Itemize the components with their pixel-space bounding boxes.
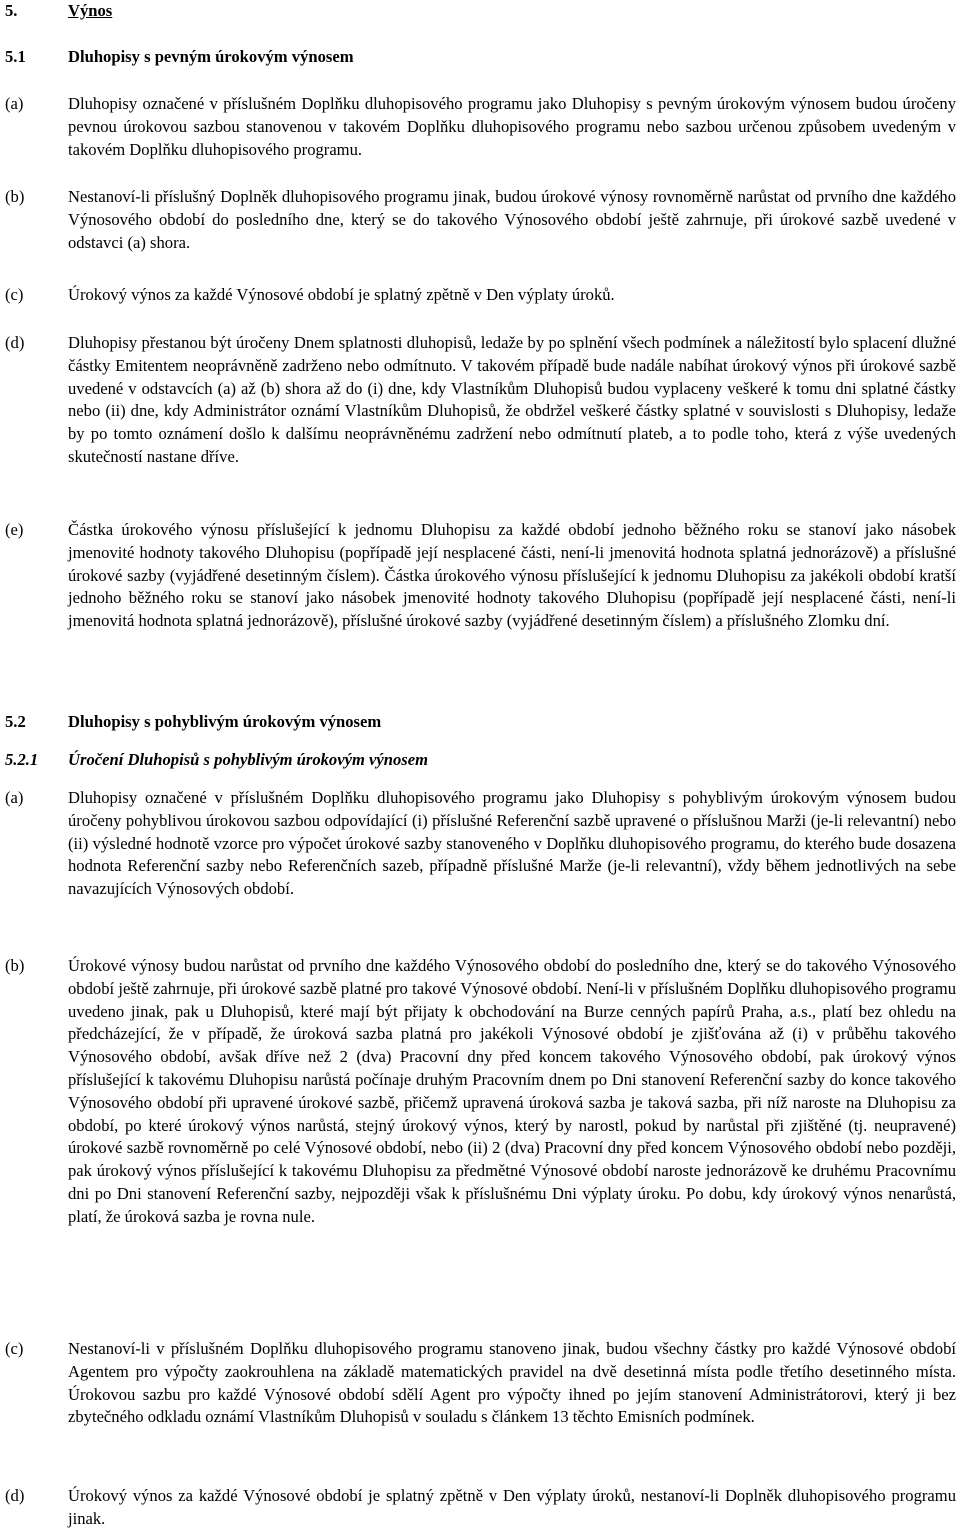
paragraph-label: (d) [5,1486,25,1505]
section-5-1-heading [5,46,354,69]
section-number: 5.2 [5,712,26,731]
paragraph-5-1-c [5,284,956,307]
section-number: 5.1 [5,47,26,66]
paragraph-label: (c) [5,1339,24,1358]
paragraph-text: Úrokový výnos za každé Výnosové období je splatný zpětně v Den výplaty úroků. [68,285,615,304]
paragraph-5-2-1-b [5,955,956,1229]
paragraph-text: Úrokové výnosy budou narůstat od prvního dne každého Výnosového období do posledního dne, který se do takového Výnosového období ještě zahrnuje, při úrokové sazbě platné pro takové Výnosové období. Není-li v příslušném Doplňku dluhopisového programu uvedeno jinak, pak u Dluhopisů, které mají být přijaty k obchodování na Burze cenných papírů Praha, a.s., platí bez ohledu na předcházející, že v případě, že úroková sazba platná pro jakékoli Výnosové období je zjišťována až (i) v průběhu takového Výnosového období, avšak dříve než 2 (dva) Pracovní dny před koncem takového Výnosového období, pak úrokový výnos příslušející k takovému Dluhopisu narůstá počínaje druhým Pracovním dnem po Dni stanovení Referenční sazby do konce takového Výnosového období při upravené úrokové sazbě, přičemž upravená úroková sazba je taková sazba, při níž naroste na Dluhopisu za období, po které úrokový výnos narůstá, stejný úrokový výnos, který by narostl, pokud by narůstal při zjištěné (tj. neupravené) úrokové sazbě rovnoměrně po celé Výnosové období, nebo (ii) 2 (dva) Pracovní dny před koncem Výnosového období nebo později, pak úrokový výnos příslušející k takovému Dluhopisu za předmětné Výnosové období naroste jednorázově ke druhému Pracovnímu dni po Dni stanovení Referenční sazby, nejpozději však k příslušnému Dni výplaty úroku. Po dobu, kdy úrokový výnos nenarůstá, platí, že úroková sazba je rovna nule. [68,956,956,1226]
paragraph-label: (b) [5,956,25,975]
paragraph-label: (e) [5,520,24,539]
paragraph-5-1-b [5,186,956,254]
paragraph-text: Dluhopisy označené v příslušném Doplňku dluhopisového programu jako Dluhopisy s pohyblivým úrokovým výnosem budou úročeny pohyblivou úrokovou sazbou odpovídající (i) příslušné Referenční sazbě upravené o příslušnou Marži (je-li relevantní) nebo (ii) výsledné hodnotě vzorce pro výpočet úrokové sazby stanoveného v Doplňku dluhopisového programu, do kterého bude dosazena hodnota Referenční sazby nebo Referenčních sazeb, případně příslušné Marže (je-li relevantní), vždy během jednotlivých na sebe navazujících Výnosových období. [68,788,956,899]
paragraph-text: Dluhopisy přestanou být úročeny Dnem splatnosti dluhopisů, ledaže by po splnění všech podmínek a náležitostí bylo splacení dlužné částky Emitentem neoprávněně zadrženo nebo odmítnuto. V takovém případě bude nadále nabíhat úrokový výnos při úrokové sazbě uvedené v odstavcích (a) až (b) shora až do (i) dne, kdy Vlastníkům Dluhopisů budou vyplaceny veškeré k tomu dni splatné částky nebo (ii) dne, kdy Administrátor oznámí Vlastníkům Dluhopisů, že obdržel veškeré částky splatné v souvislosti s Dluhopisy, ledaže by po tomto oznámení došlo k dalšímu neoprávněnému zadržení nebo odmítnutí plateb, a to podle toho, která z výše uvedených skutečností nastane dříve. [68,333,956,466]
section-title: Dluhopisy s pevným úrokovým výnosem [68,47,354,66]
paragraph-text: Částka úrokového výnosu příslušející k jednomu Dluhopisu za každé období jednoho běžného roku se stanoví jako násobek jmenovité hodnoty takového Dluhopisu (popřípadě její nesplacené části, není-li jmenovitá hodnota splatná jednorázově) a příslušné úrokové sazby (vyjádřené desetinným číslem). Částka úrokového výnosu příslušející k jednomu Dluhopisu za jakékoli období kratší jednoho běžného roku se stanoví jako násobek jmenovité hodnoty takového Dluhopisu (popřípadě její nesplacené části, není-li jmenovitá hodnota splatná jednorázově), příslušné úrokové sazby (vyjádřené desetinným číslem) a příslušného Zlomku dní. [68,520,956,631]
paragraph-5-1-e [5,519,956,633]
paragraph-label: (c) [5,285,24,304]
paragraph-text: Úrokový výnos za každé Výnosové období je splatný zpětně v Den výplaty úroků, nestanoví-li Doplněk dluhopisového programu jinak. [68,1486,956,1528]
paragraph-label: (b) [5,187,25,206]
section-number: 5.2.1 [5,750,39,769]
section-title: Dluhopisy s pohyblivým úrokovým výnosem [68,712,382,731]
paragraph-label: (a) [5,788,24,807]
paragraph-5-1-d [5,332,956,469]
section-5-2-heading [5,711,381,734]
section-title: Výnos [68,1,113,20]
paragraph-label: (a) [5,94,24,113]
section-5-heading [5,0,112,23]
paragraph-label: (d) [5,333,25,352]
paragraph-text: Dluhopisy označené v příslušném Doplňku dluhopisového programu jako Dluhopisy s pevným úrokovým výnosem budou úročeny pevnou úrokovou sazbou stanovenou v takovém Doplňku dluhopisového programu nebo sazbou určenou způsobem uvedeným v takovém Doplňku dluhopisového programu. [68,94,956,159]
paragraph-text: Nestanoví-li v příslušném Doplňku dluhopisového programu stanoveno jinak, budou všechny částky pro každé Výnosové období Agentem pro výpočty zaokrouhlena na základě matematických pravidel na dvě desetinná místa podle třetího desetinného místa. Úrokovou sazbu pro každé Výnosové období sdělí Agent pro výpočty ihned po jejím stanovení Administrátorovi, který ji bez zbytečného odkladu oznámí Vlastníkům Dluhopisů v souladu s článkem 13 těchto Emisních podmínek. [68,1339,956,1427]
section-number: 5. [5,1,18,20]
paragraph-5-2-1-d [5,1485,956,1531]
paragraph-text: Nestanoví-li příslušný Doplněk dluhopisového programu jinak, budou úrokové výnosy rovnoměrně narůstat od prvního dne každého Výnosového období do posledního dne, který se do takového Výnosového období ještě zahrnuje, při úrokové sazbě uvedené v odstavci (a) shora. [68,187,956,252]
paragraph-5-1-a [5,93,956,161]
section-title: Úročení Dluhopisů s pohyblivým úrokovým výnosem [68,750,428,769]
paragraph-5-2-1-c [5,1338,956,1429]
section-5-2-1-heading [5,749,428,772]
paragraph-5-2-1-a [5,787,956,901]
